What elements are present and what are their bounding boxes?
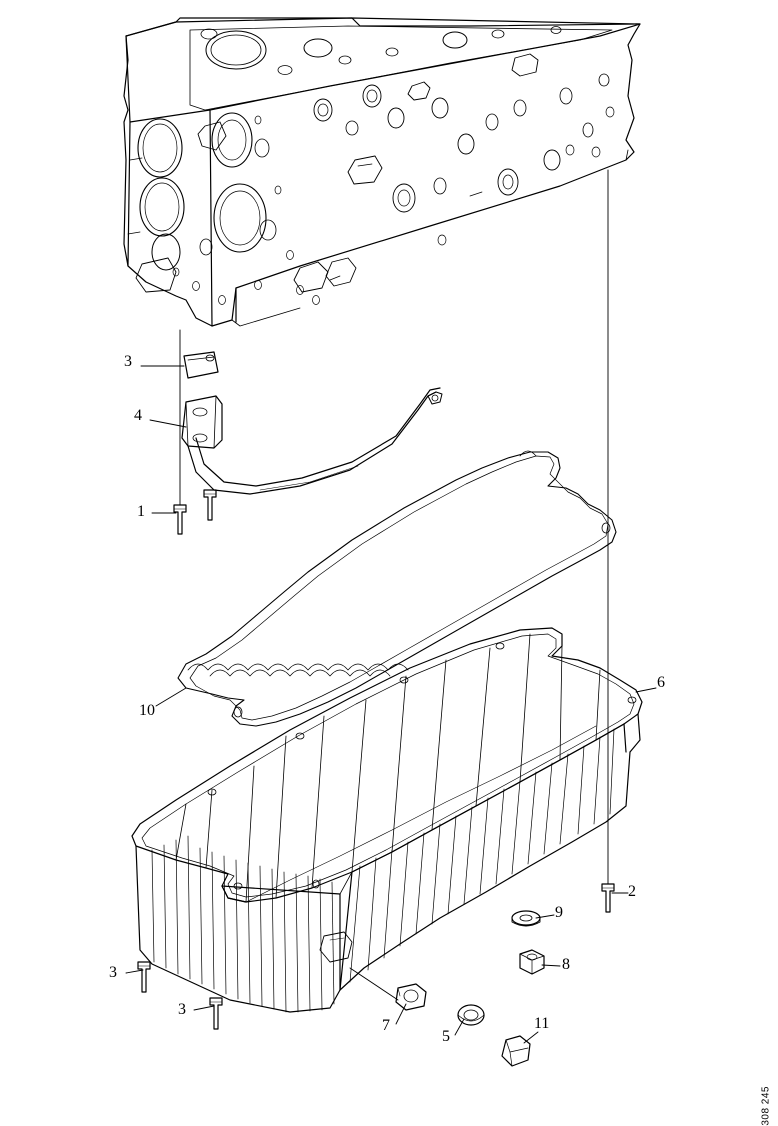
- engine-block-group: [124, 18, 640, 326]
- callout-3-upper: 3: [124, 353, 132, 370]
- callout-4: 4: [134, 407, 142, 424]
- oil-suction-pipe-group: [182, 352, 442, 494]
- callout-3-lower: 3: [178, 1001, 186, 1018]
- washer-9-group: [512, 911, 540, 926]
- callout-8: 8: [562, 956, 570, 973]
- drain-plug-11-group: [502, 1036, 530, 1066]
- callout-9: 9: [555, 904, 563, 921]
- callout-1: 1: [137, 503, 145, 520]
- callout-6: 6: [657, 674, 665, 691]
- figure-reference: 308 245: [761, 1086, 772, 1126]
- callout-11: 11: [534, 1015, 550, 1032]
- leader-lines: [126, 170, 656, 1043]
- gasket-ring-7-group: [396, 984, 426, 1010]
- callout-7: 7: [382, 1017, 390, 1034]
- bolt-1-group: [174, 505, 186, 534]
- callout-5: 5: [442, 1028, 450, 1045]
- bolt-2-group: [602, 884, 614, 912]
- seal-ring-5-group: [458, 1005, 484, 1025]
- oil-pan-gasket-group: [178, 451, 616, 726]
- callout-10: 10: [139, 702, 155, 719]
- oil-pan-group: [132, 628, 642, 1012]
- nut-8-group: [520, 950, 544, 974]
- bolt-3-lower-left-group: [138, 962, 150, 992]
- callout-3-lower-left: 3: [109, 964, 117, 981]
- bolt-secondary-group: [204, 490, 216, 520]
- callout-2: 2: [628, 883, 636, 900]
- bolt-3-lower-group: [210, 998, 222, 1029]
